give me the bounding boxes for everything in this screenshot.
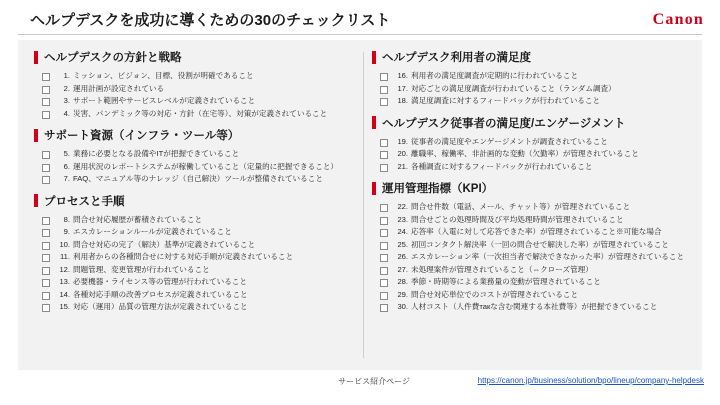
checkbox-icon[interactable]	[42, 279, 50, 287]
item-number: 9.	[63, 227, 70, 236]
item-number: 29.	[397, 289, 408, 299]
list-item[interactable]	[34, 251, 364, 264]
list-item[interactable]	[34, 301, 364, 314]
checklist-panel	[18, 40, 702, 370]
list-item[interactable]	[372, 201, 702, 214]
canon-logo: Canon	[652, 11, 704, 28]
checkbox-icon[interactable]	[42, 176, 50, 184]
item-text: 運用状況のレポートシステムが稼働していること（定量的に把握できること）	[73, 161, 339, 171]
list-item[interactable]	[372, 161, 702, 174]
section-accent-bar	[34, 194, 38, 207]
section-accent-bar	[34, 51, 38, 64]
item-text: 応答率（入電に対して応答できた率）が管理されていること※可能な場合	[411, 227, 662, 236]
checkbox-icon[interactable]	[380, 98, 388, 106]
item-text: 業務に必要となる設備やITが把握できていること	[73, 149, 240, 158]
list-item[interactable]	[34, 161, 364, 174]
item-number: 6.	[63, 161, 70, 171]
item-text: 満足度調査に対するフィードバックが行われていること	[411, 96, 601, 105]
item-number: 1.	[63, 71, 70, 80]
checkbox-icon[interactable]	[42, 98, 50, 106]
item-text: 問合せ対応の完了（解決）基準が定義されていること	[73, 239, 256, 249]
checkbox-icon[interactable]	[42, 267, 50, 275]
item-text: 未処理案件が管理されていること（⇔クローズ管理）	[411, 264, 593, 274]
list-item[interactable]	[34, 108, 364, 121]
section-accent-bar	[372, 182, 376, 195]
item-number: 11.	[60, 252, 70, 261]
slide-footer	[0, 374, 720, 394]
section-support-resources	[34, 126, 364, 186]
checkbox-icon[interactable]	[380, 304, 388, 312]
checklist-items	[372, 70, 702, 108]
list-item[interactable]	[372, 289, 702, 302]
checkbox-icon[interactable]	[42, 86, 50, 94]
section-title: ヘルプデスク従事者の満足度/エンゲージメント	[382, 117, 626, 130]
item-text: 初回コンタクト解決率（一回の問合せで解決した率）が管理されていること	[411, 239, 669, 249]
item-text: 離職率、稼働率、非計画的な変動（欠勤率）が管理されていること	[411, 149, 639, 158]
checkbox-icon[interactable]	[380, 229, 388, 237]
checkbox-icon[interactable]	[380, 242, 388, 250]
checkbox-icon[interactable]	[380, 73, 388, 81]
checkbox-icon[interactable]	[380, 254, 388, 262]
item-number: 13.	[59, 277, 70, 286]
checklist-items	[372, 201, 702, 314]
item-text: 問合せ件数（電話、メール、チャット等）が管理されていること	[411, 202, 631, 211]
checkbox-icon[interactable]	[42, 164, 50, 172]
item-number: 28.	[397, 277, 408, 286]
list-item[interactable]	[372, 83, 702, 96]
list-item[interactable]	[34, 276, 364, 289]
list-item[interactable]	[34, 173, 364, 186]
section-header	[34, 48, 364, 66]
list-item[interactable]	[34, 95, 364, 108]
list-item[interactable]	[34, 70, 364, 83]
list-item[interactable]	[372, 136, 702, 149]
item-text: 各種調査に対するフィードバックが行われていること	[411, 161, 593, 171]
item-text: 問合せ対応単位でのコストが管理されていること	[411, 289, 579, 299]
item-text: ミッション、ビジョン、目標、役割が明確であること	[73, 71, 254, 80]
section-header	[372, 179, 702, 197]
item-text: 問合せ対応履歴が蓄積されていること	[73, 214, 203, 224]
slide-header	[0, 0, 720, 36]
item-text: 従事者の満足度やエンゲージメントが調査されていること	[411, 136, 608, 146]
item-number: 20.	[397, 149, 408, 158]
section-header	[34, 192, 364, 210]
checkbox-icon[interactable]	[380, 86, 388, 94]
service-page-link[interactable]: https://canon.jp/business/solution/bpo/lineup/company-helpdesk	[477, 376, 704, 385]
item-number: 23.	[397, 214, 408, 224]
list-item[interactable]	[372, 148, 702, 161]
checklist-column-right	[372, 48, 702, 320]
item-text: 運用計画が設定されている	[73, 83, 165, 93]
item-number: 4.	[63, 108, 70, 118]
list-item[interactable]	[372, 226, 702, 239]
item-number: 21.	[397, 161, 408, 171]
item-text: 対応ごとの満足度調査が行われていること（ランダム調査）	[411, 83, 616, 93]
item-number: 10.	[59, 239, 70, 249]
checkbox-icon[interactable]	[380, 279, 388, 287]
list-item[interactable]	[372, 264, 702, 277]
section-header	[372, 48, 702, 66]
checkbox-icon[interactable]	[42, 229, 50, 237]
section-title: ヘルプデスクの方針と戦略	[44, 52, 182, 64]
item-text: FAQ、マニュアル等のナレッジ（自己解決）ツールが整備されていること	[73, 174, 323, 183]
section-title: 運用管理指標（KPI）	[382, 183, 494, 195]
item-number: 22.	[397, 202, 408, 211]
checklist-column-left	[34, 48, 364, 320]
list-item[interactable]	[372, 214, 702, 227]
item-text: 対応（運用）品質の管理方法が定義されていること	[73, 302, 248, 311]
section-staff-engagement	[372, 114, 702, 174]
section-accent-bar	[372, 51, 376, 64]
list-item[interactable]	[34, 83, 364, 96]
item-text: 利用者からの各種問合せに対する対応手順が定義されていること	[73, 252, 294, 261]
item-text: サポート範囲やサービスレベルが定義されていること	[73, 96, 256, 105]
item-number: 26.	[397, 252, 408, 261]
checkbox-icon[interactable]	[42, 111, 50, 119]
item-text: 問合せごとの処理時間及び平均処理時間が管理されていること	[411, 214, 624, 224]
list-item[interactable]	[34, 264, 364, 277]
header-divider	[18, 34, 702, 35]
checkbox-icon[interactable]	[42, 304, 50, 312]
item-text: エスカレーションルールが定義されていること	[73, 227, 232, 236]
section-accent-bar	[372, 116, 376, 129]
checklist-items	[34, 214, 364, 314]
section-accent-bar	[34, 129, 38, 142]
list-item[interactable]	[372, 70, 702, 83]
list-item[interactable]	[372, 301, 702, 314]
checkbox-icon[interactable]	[380, 217, 388, 225]
item-number: 8.	[63, 214, 70, 224]
checkbox-icon[interactable]	[380, 267, 388, 275]
checkbox-icon[interactable]	[380, 164, 388, 172]
item-number: 27.	[397, 264, 408, 274]
item-text: 利用者の満足度調査が定期的に行われていること	[411, 71, 579, 80]
item-text: 必要機器・ライセンス等の管理が行われていること	[73, 277, 247, 286]
list-item[interactable]	[34, 214, 364, 227]
section-user-satisfaction	[372, 48, 702, 108]
item-number: 17.	[397, 83, 408, 93]
item-number: 15.	[59, 302, 70, 311]
page-title: ヘルプデスクを成功に導くための30のチェックリスト	[30, 12, 391, 29]
checkbox-icon[interactable]	[380, 292, 388, 300]
checkbox-icon[interactable]	[42, 254, 50, 262]
section-title: サポート資源（インフラ・ツール等）	[44, 130, 240, 142]
section-kpi	[372, 179, 702, 314]
checkbox-icon[interactable]	[42, 242, 50, 250]
checkbox-icon[interactable]	[42, 73, 50, 81]
item-number: 5.	[63, 149, 70, 158]
checkbox-icon[interactable]	[42, 292, 50, 300]
list-item[interactable]	[372, 239, 702, 252]
list-item[interactable]	[372, 276, 702, 289]
checkbox-icon[interactable]	[380, 139, 388, 147]
item-number: 24.	[397, 227, 408, 236]
item-number: 25.	[397, 239, 408, 249]
checklist-items	[372, 136, 702, 174]
item-text: エスカレーション率（一次担当者で解決できなかった率）が管理されていること	[411, 252, 685, 261]
item-number: 19.	[397, 136, 408, 146]
list-item[interactable]	[34, 289, 364, 302]
list-item[interactable]	[34, 148, 364, 161]
item-text: 問題管理、変更管理が行われていること	[73, 264, 210, 274]
item-text: 災害、パンデミック等の対応・方針（在宅等）、対策が定義されていること	[73, 108, 328, 118]
checkbox-icon[interactable]	[380, 151, 388, 159]
item-text: 各種対応手順の改善プロセスが定義されていること	[73, 289, 248, 299]
section-policy-strategy	[34, 48, 364, 120]
item-text: 季節・時期等による業務量の変動が管理されていること	[411, 277, 601, 286]
section-process-procedure	[34, 192, 364, 314]
item-text: 人材コスト（人件費такな含む関連する本社費等）が把握できていること	[411, 302, 658, 311]
item-number: 16.	[397, 71, 408, 80]
section-header	[372, 114, 702, 132]
list-item[interactable]	[34, 226, 364, 239]
section-title: プロセスと手順	[44, 195, 125, 208]
section-title: ヘルプデスク利用者の満足度	[382, 52, 532, 64]
footer-label: サービス紹介ページ	[338, 377, 410, 386]
item-number: 12.	[59, 264, 70, 274]
item-number: 30.	[397, 302, 408, 311]
list-item[interactable]	[34, 239, 364, 252]
checkbox-icon[interactable]	[42, 151, 50, 159]
checklist-items	[34, 148, 364, 186]
list-item[interactable]	[372, 95, 702, 108]
checkbox-icon[interactable]	[380, 204, 388, 212]
item-number: 14.	[59, 289, 70, 299]
checkbox-icon[interactable]	[42, 217, 50, 225]
item-number: 3.	[63, 96, 70, 105]
item-number: 2.	[63, 83, 70, 93]
section-header	[34, 126, 364, 144]
checklist-items	[34, 70, 364, 120]
item-number: 18.	[397, 96, 408, 105]
list-item[interactable]	[372, 251, 702, 264]
item-number: 7.	[63, 174, 70, 183]
